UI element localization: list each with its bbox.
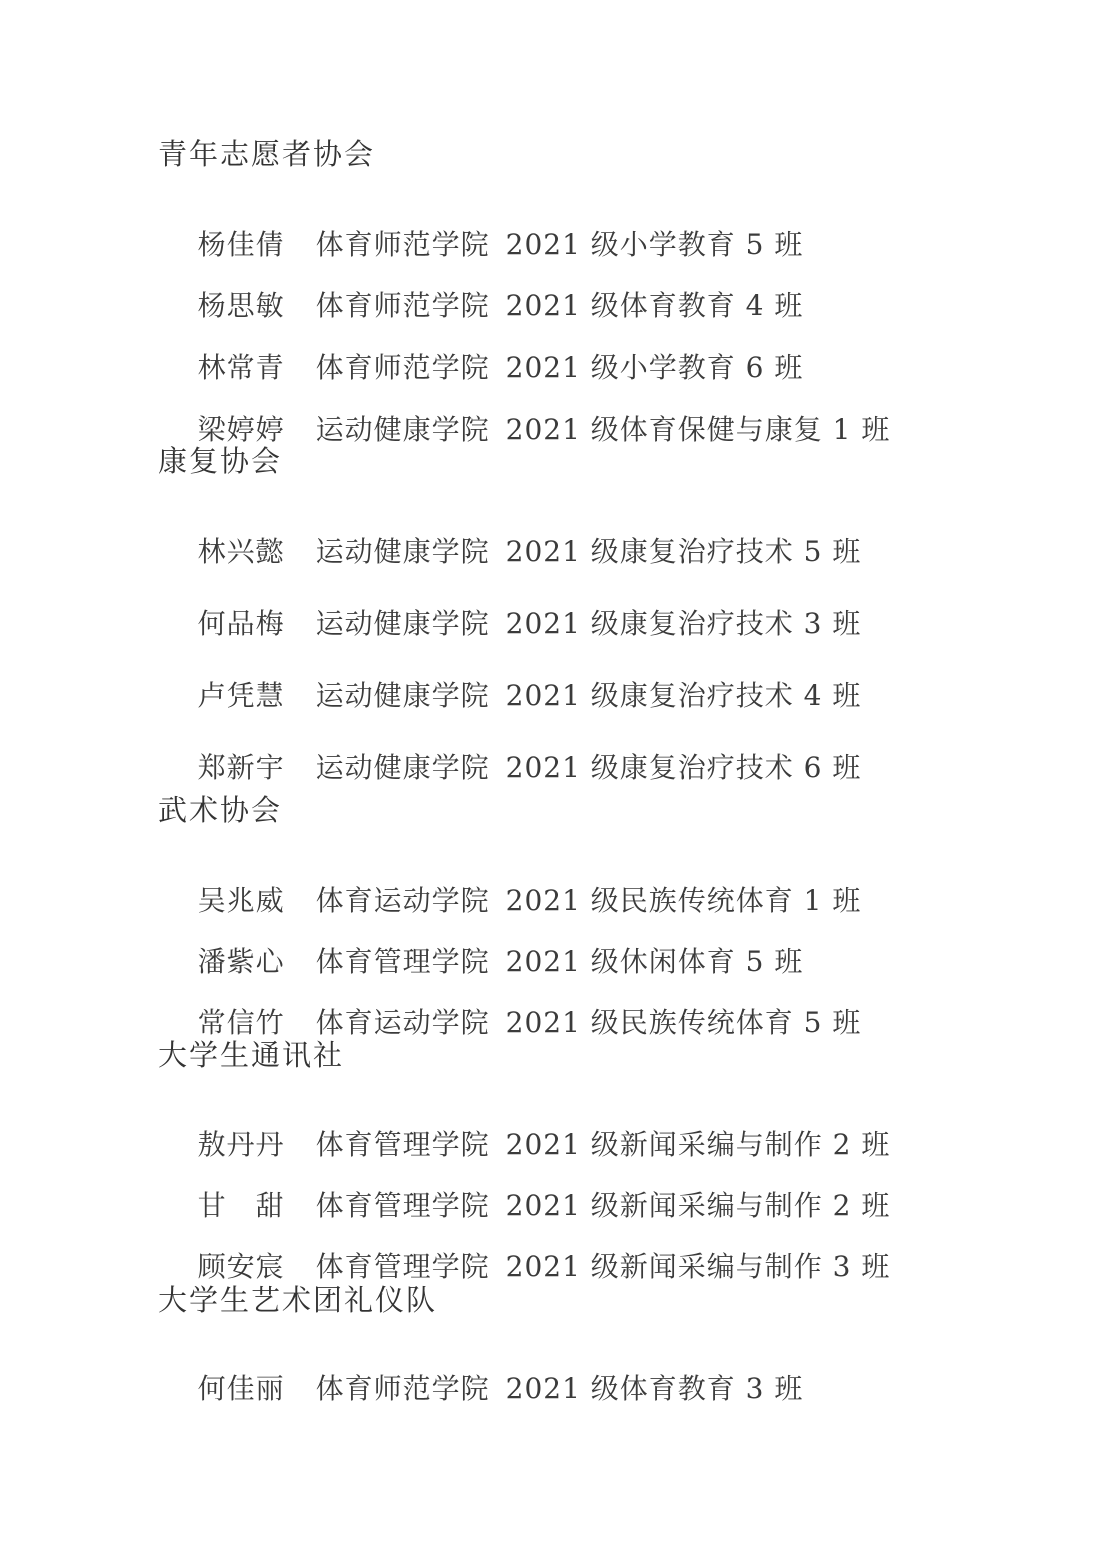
section-title: 武术协会 <box>158 793 283 827</box>
member-name: 何品梅 <box>197 607 285 640</box>
member-row <box>158 1347 803 1431</box>
member-name: 敖丹丹 <box>197 1128 285 1161</box>
member-class: 2021 级康复治疗技术 6 班 <box>505 751 862 784</box>
member-class: 2021 级小学教育 6 班 <box>505 351 804 384</box>
member-college: 体育管理学院 <box>315 1250 490 1283</box>
member-college: 体育管理学院 <box>315 1189 490 1222</box>
member-name: 顾安宸 <box>197 1250 285 1283</box>
member-class: 2021 级康复治疗技术 5 班 <box>505 535 862 568</box>
member-name: 常信竹 <box>197 1006 285 1039</box>
member-name: 林常青 <box>197 351 285 384</box>
member-name: 杨佳倩 <box>197 228 285 261</box>
member-class: 2021 级新闻采编与制作 3 班 <box>505 1250 891 1283</box>
member-class: 2021 级新闻采编与制作 2 班 <box>505 1128 891 1161</box>
member-class: 2021 级民族传统体育 1 班 <box>505 884 862 917</box>
member-class: 2021 级康复治疗技术 4 班 <box>505 679 862 712</box>
member-college: 体育师范学院 <box>315 289 490 322</box>
member-college: 运动健康学院 <box>315 751 490 784</box>
member-class: 2021 级康复治疗技术 3 班 <box>505 607 862 640</box>
member-name: 郑新宇 <box>197 751 285 784</box>
member-college: 体育管理学院 <box>315 1128 490 1161</box>
member-college: 体育师范学院 <box>315 228 490 261</box>
member-class: 2021 级新闻采编与制作 2 班 <box>505 1189 891 1222</box>
section-title: 青年志愿者协会 <box>158 137 376 171</box>
member-college: 体育运动学院 <box>315 884 490 917</box>
member-college: 运动健康学院 <box>315 679 490 712</box>
member-class: 2021 级体育教育 3 班 <box>505 1372 804 1405</box>
member-college: 运动健康学院 <box>315 535 490 568</box>
member-class: 2021 级民族传统体育 5 班 <box>505 1006 862 1039</box>
section-title: 大学生艺术团礼仪队 <box>158 1283 438 1317</box>
member-class: 2021 级体育保健与康复 1 班 <box>505 413 891 446</box>
member-name: 潘紫心 <box>197 945 285 978</box>
member-class: 2021 级休闲体育 5 班 <box>505 945 804 978</box>
section-title: 大学生通讯社 <box>158 1038 345 1072</box>
member-college: 体育运动学院 <box>315 1006 490 1039</box>
member-class: 2021 级小学教育 5 班 <box>505 228 804 261</box>
member-name: 杨思敏 <box>197 289 285 322</box>
member-college: 体育师范学院 <box>315 351 490 384</box>
member-college: 运动健康学院 <box>315 607 490 640</box>
member-name: 吴兆威 <box>197 884 285 917</box>
member-college: 体育管理学院 <box>315 945 490 978</box>
member-name: 林兴懿 <box>197 535 285 568</box>
member-class: 2021 级体育教育 4 班 <box>505 289 804 322</box>
member-name: 梁婷婷 <box>197 413 285 446</box>
section-title: 康复协会 <box>158 444 283 478</box>
member-name: 甘 甜 <box>197 1189 285 1222</box>
member-college: 体育师范学院 <box>315 1372 490 1405</box>
member-name: 卢凭慧 <box>197 679 285 712</box>
member-name: 何佳丽 <box>197 1372 285 1405</box>
member-college: 运动健康学院 <box>315 413 490 446</box>
